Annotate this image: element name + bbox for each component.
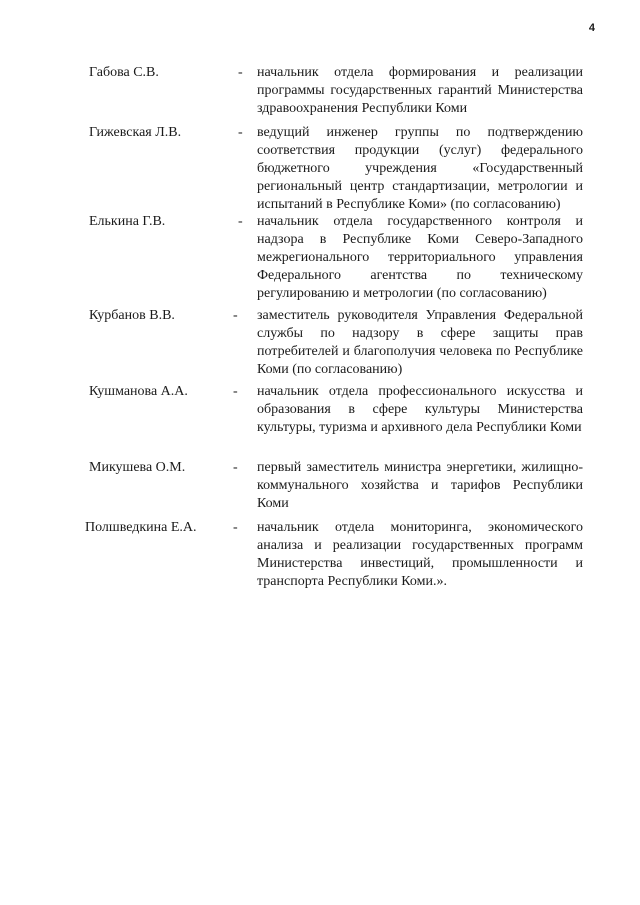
member-name: Полшведкина Е.А.	[85, 520, 197, 535]
member-name: Габова С.В.	[89, 65, 159, 80]
member-dash: -	[238, 65, 243, 80]
member-name: Микушева О.М.	[89, 460, 186, 475]
member-description: начальник отдела формирования и реализации программы государственных гарантий Министерства здравоохранения Республики Коми	[257, 65, 583, 116]
member-name: Гижевская Л.В.	[89, 125, 182, 140]
page-number: 4	[588, 22, 595, 34]
member-dash: -	[233, 384, 238, 399]
member-dash: -	[233, 460, 238, 475]
member-dash: -	[238, 214, 243, 229]
member-description: начальник отдела профессионального искусства и образования в сфере культуры Министерства культуры, туризма и архивного дела Республики Коми	[257, 384, 583, 435]
member-description: первый заместитель министра энергетики, жилищно-коммунального хозяйства и тарифов Республики Коми	[257, 460, 583, 511]
member-dash: -	[233, 308, 238, 323]
member-description: начальник отдела государственного контроля и надзора в Республике Коми Северо-Западного межрегионального территориального управления Федерального агентства по техническому регулированию и метрологии (по согласованию)	[257, 214, 583, 301]
member-dash: -	[233, 520, 238, 535]
member-description: ведущий инженер группы по подтверждению соответствия продукции (услуг) федерального бюджетного учреждения «Государственный региональный центр стандартизации, метрологии и испытаний в Республике Коми» (по согласованию)	[257, 125, 583, 212]
member-dash: -	[238, 125, 243, 140]
member-name: Елькина Г.В.	[89, 214, 166, 229]
member-description: заместитель руководителя Управления Федеральной службы по надзору в сфере защиты прав потребителей и благополучия человека по Республике Коми (по согласованию)	[257, 308, 583, 377]
member-name: Курбанов В.В.	[89, 308, 175, 323]
member-name: Кушманова А.А.	[89, 384, 188, 399]
member-description: начальник отдела мониторинга, экономического анализа и реализации государственных программ Министерства инвестиций, промышленности и транспорта Республики Коми.».	[257, 520, 583, 589]
